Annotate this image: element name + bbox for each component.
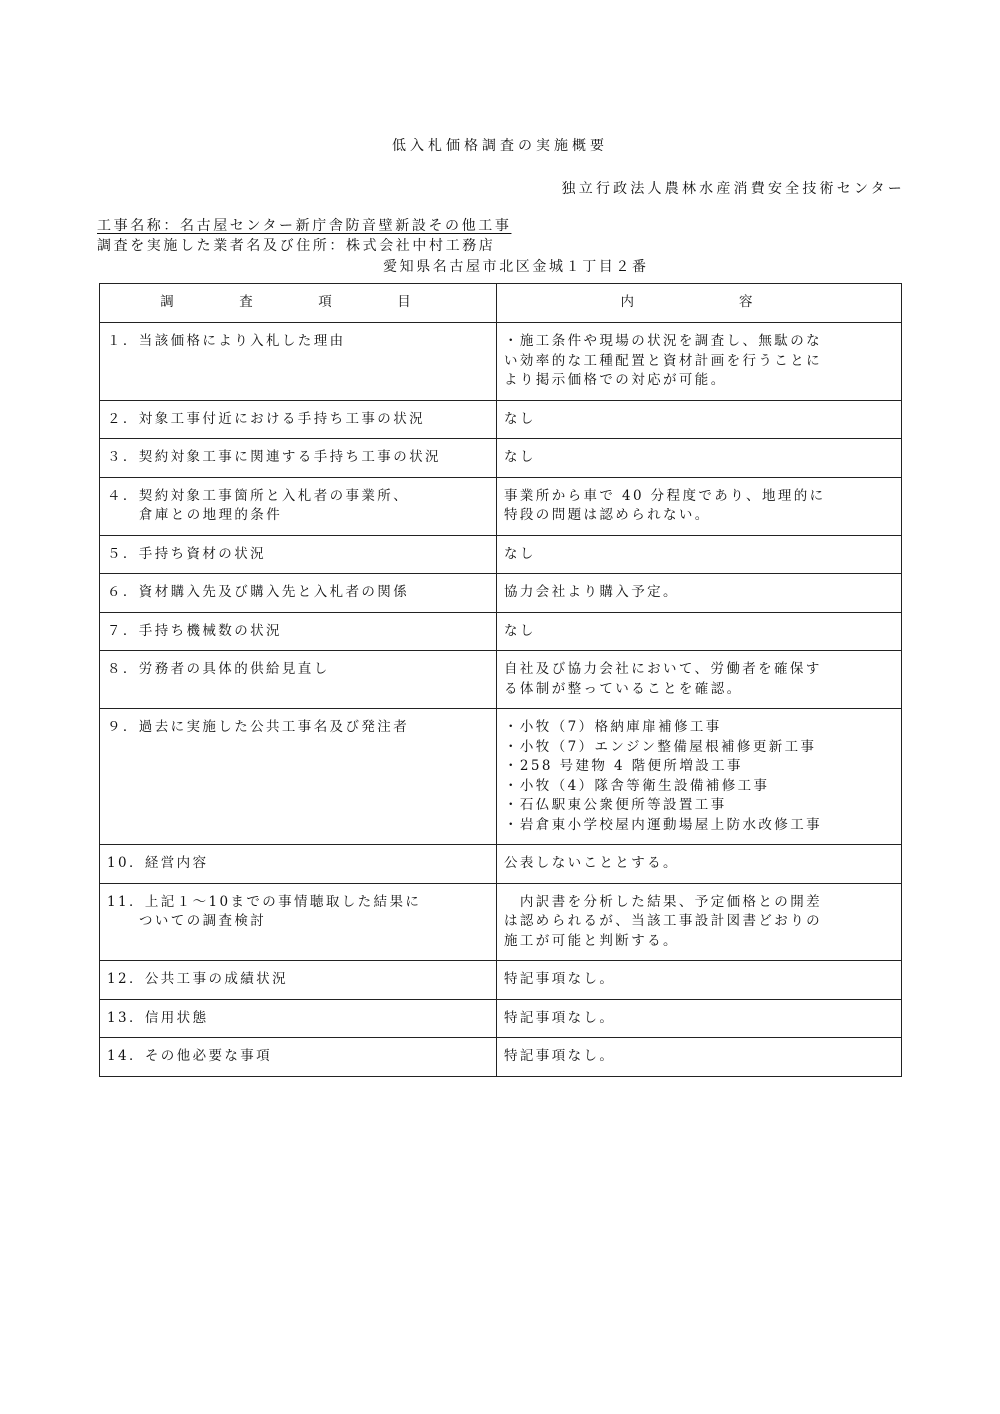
survey-item-cell [100,400,497,439]
content-cell [497,1038,902,1077]
survey-item-cell [100,439,497,478]
table-row [100,535,902,574]
survey-item-cell [100,612,497,651]
table-row [100,612,902,651]
survey-item-text: 13．信用状態 [107,1009,209,1026]
content-text: 特記事項なし。 [504,1048,616,1064]
survey-item-cell [100,323,497,401]
content-text: より掲示価格での対応が可能。 [504,372,727,388]
content-text: ・石仏駅東公衆便所等設置工事 [504,797,727,813]
content-cell [497,612,902,651]
content-cell [497,535,902,574]
table-row [100,651,902,709]
survey-item-text: ついての調査検討 [139,913,267,929]
content-text: なし [504,410,536,427]
content-text: 公表しないこととする。 [504,855,679,871]
survey-table [99,283,902,1077]
table-row [100,999,902,1038]
content-text: なし [504,545,536,562]
content-text: 特段の問題は認められない。 [504,507,711,523]
survey-item-text: ３．契約対象工事に関連する手持ち工事の状況 [107,449,441,465]
content-text: は認められるが、当該工事設計図書どおりの [504,913,822,929]
table-row [100,323,902,401]
table-body [100,323,902,1077]
table-row [100,709,902,845]
content-text: なし [504,449,536,465]
survey-item-text: 12．公共工事の成績状況 [107,971,288,987]
survey-item-cell [100,845,497,884]
header-content: 内 容 [497,284,902,323]
table-row [100,961,902,1000]
contractor-info: 調査を実施した業者名及び住所：株式会社中村工務店 [97,238,496,254]
survey-item-cell [100,1038,497,1077]
survey-item-text: ２．対象工事付近における手持ち工事の状況 [107,410,425,427]
table-row [100,439,902,478]
content-text: 内訳書を分析した結果、予定価格との開差 [504,893,822,910]
survey-item-text: ５．手持ち資材の状況 [107,545,266,562]
content-cell [497,400,902,439]
content-cell [497,961,902,1000]
content-text: ・小牧（7）格納庫扉補修工事 [504,719,722,735]
work-name: 工事名称：名古屋センター新庁舎防音壁新設その他工事 [97,218,512,234]
survey-item-cell [100,709,497,845]
content-text: 特記事項なし。 [504,1009,616,1026]
content-text: ・岩倉東小学校屋内運動場屋上防水改修工事 [504,816,822,833]
content-cell [497,709,902,845]
content-text: 事業所から車で 40 分程度であり、地理的に [504,487,826,504]
survey-item-text: ７．手持ち機械数の状況 [107,622,282,639]
document-title: 低入札価格調査の実施概要 [392,138,608,154]
survey-item-cell [100,999,497,1038]
content-cell [497,574,902,613]
content-text: ・小牧（7）エンジン整備屋根補修更新工事 [504,738,817,755]
survey-item-text: ８．労務者の具体的供給見直し [107,661,330,677]
content-text: 特記事項なし。 [504,971,616,987]
content-cell [497,439,902,478]
content-cell [497,883,902,961]
table-row [100,883,902,961]
content-text: ・258 号建物 4 階便所増設工事 [504,758,743,774]
table-header-row [100,284,902,323]
content-cell [497,845,902,884]
table-row [100,574,902,613]
survey-item-cell [100,477,497,535]
header-survey-item: 調 査 項 目 [100,284,497,323]
survey-item-text: ６．資材購入先及び購入先と入札者の関係 [107,584,410,600]
contractor-address: 愛知県名古屋市北区金城１丁目２番 [383,259,649,275]
content-cell [497,323,902,401]
survey-item-text: 10．経営内容 [107,855,209,871]
survey-item-text: １．当該価格により入札した理由 [107,333,346,349]
content-text: ・小牧（4）隊舎等衛生設備補修工事 [504,777,770,794]
survey-item-cell [100,961,497,1000]
survey-item-text: 14．その他必要な事項 [107,1048,273,1064]
content-text: なし [504,622,536,639]
content-text: ・施工条件や現場の状況を調査し、無駄のな [504,333,822,349]
content-text: い効率的な工種配置と資材計画を行うことに [504,352,822,369]
table-row [100,477,902,535]
organization-name: 独立行政法人農林水産消費安全技術センター [561,181,905,197]
table-row [100,400,902,439]
content-text: 施工が可能と判断する。 [504,932,679,949]
content-cell [497,477,902,535]
survey-item-cell [100,535,497,574]
survey-item-cell [100,883,497,961]
survey-item-text: ４．契約対象工事箇所と入札者の事業所、 [107,487,410,504]
survey-item-text: ９．過去に実施した公共工事名及び発注者 [107,719,410,735]
content-text: 自社及び協力会社において、労働者を確保す [504,661,822,677]
content-cell [497,999,902,1038]
table-row [100,845,902,884]
survey-item-text: 倉庫との地理的条件 [139,507,283,523]
survey-item-cell [100,574,497,613]
survey-item-text: 11．上記１～10までの事情聴取した結果に [107,893,422,910]
content-cell [497,651,902,709]
table-row [100,1038,902,1077]
survey-item-cell [100,651,497,709]
content-text: 協力会社より購入予定。 [504,584,679,600]
content-text: る体制が整っていることを確認。 [504,680,743,697]
